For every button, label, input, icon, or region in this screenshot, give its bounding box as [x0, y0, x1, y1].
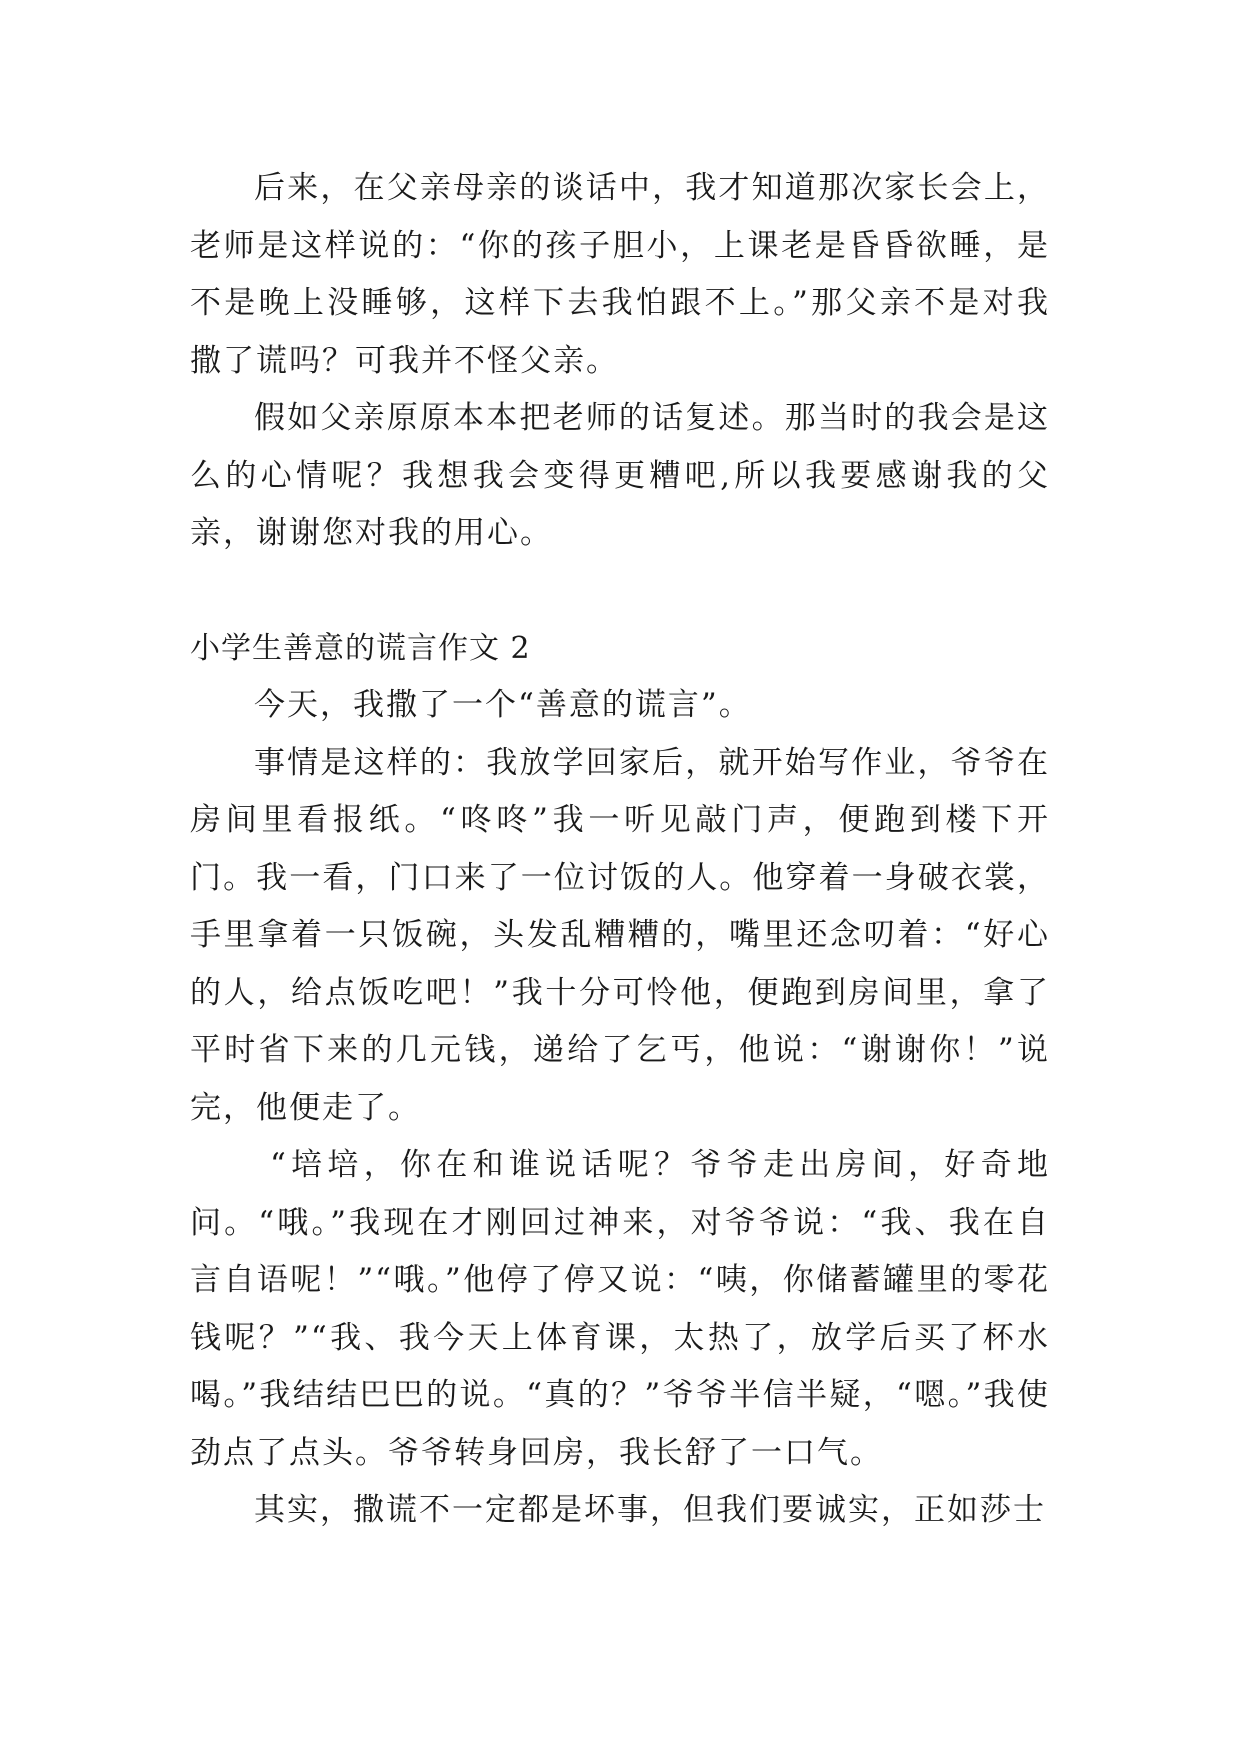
paragraph-story: 事情是这样的：我放学回家后，就开始写作业，爷爷在房间里看报纸。“咚咚”我一听见敲门声，便跑到楼下开门。我一看，门口来了一位讨饭的人。他穿着一身破衣裳，手里拿着一只饭碗，头发乱糟糟的，嘴里还念叨着：“好心的人，给点饭吃吧！”我十分可怜他，便跑到房间里，拿了平时省下来的几元钱，递给了乞丐，他说：“谢谢你！”说完，他便走了。 [190, 744, 1050, 1126]
paragraph-gratitude: 假如父亲原原本本把老师的话复述。那当时的我会是这么的心情呢？我想我会变得更糟吧,所以我要感谢我的父亲，谢谢您对我的用心。 [190, 400, 1050, 551]
paragraph-intro: 今天，我撒了一个“善意的谎言”。 [254, 687, 752, 723]
document-body [190, 160, 1050, 1540]
section-spacer [190, 563, 1050, 620]
paragraph-father-conversation: 后来，在父亲母亲的谈话中，我才知道那次家长会上，老师是这样说的：“你的孩子胆小，上课老是昏昏欲睡，是不是晚上没睡够，这样下去我怕跟不上。”那父亲不是对我撒了谎吗？可我并不怪父亲。 [190, 170, 1050, 379]
essay-title: 小学生善意的谎言作文 2 [190, 630, 531, 666]
paragraph-dialogue: “培培，你在和谁说话呢？爷爷走出房间，好奇地问。“哦。”我现在才刚回过神来，对爷爷说：“我、我在自言自语呢！”“哦。”他停了停又说：“咦，你储蓄罐里的零花钱呢？”“我、我今天上体育课，太热了，放学后买了杯水喝。”我结结巴巴的说。“真的？”爷爷半信半疑，“嗯。”我使劲点了点头。爷爷转身回房，我长舒了一口气。 [190, 1147, 1050, 1471]
paragraph-conclusion: 其实，撒谎不一定都是坏事，但我们要诚实，正如莎士 [254, 1492, 1046, 1528]
